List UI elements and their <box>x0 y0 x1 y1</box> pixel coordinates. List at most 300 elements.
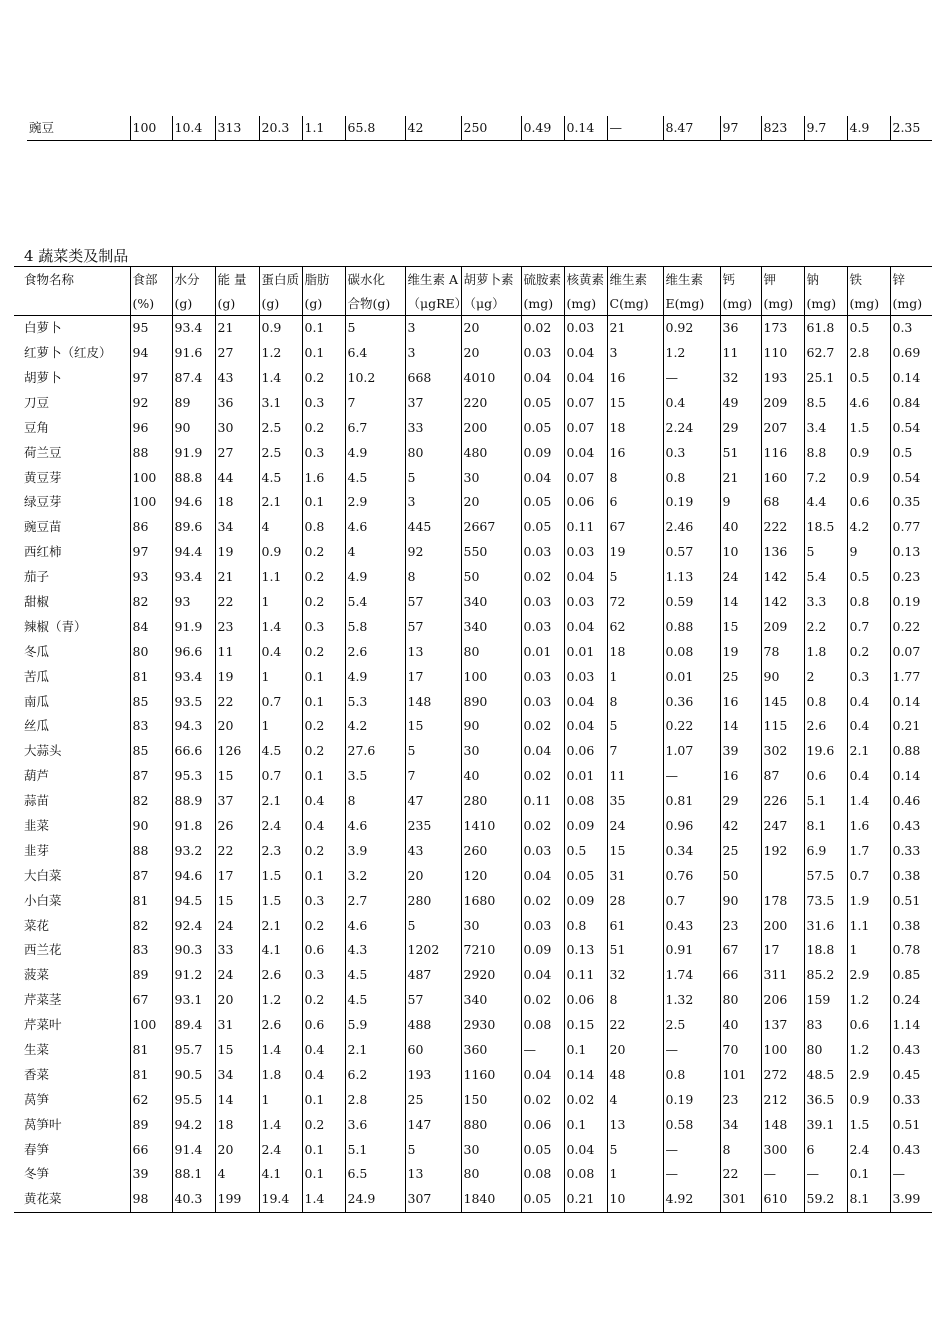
table-cell: 1.4 <box>302 1187 345 1212</box>
table-cell: 1 <box>607 664 663 689</box>
table-cell: 1.1 <box>259 565 302 590</box>
table-cell: 87 <box>761 764 804 789</box>
table-cell: 0.03 <box>521 540 564 565</box>
table-cell: 4 <box>345 540 405 565</box>
food-name-cell: 蒜苗 <box>24 793 50 809</box>
table-cell: 480 <box>461 440 521 465</box>
table-cell: 148 <box>405 689 461 714</box>
table-cell: 0.9 <box>847 440 890 465</box>
table-cell: 94.6 <box>172 490 215 515</box>
table-cell: 66 <box>130 1137 172 1162</box>
table-cell: 89.4 <box>172 1013 215 1038</box>
table-cell: 120 <box>461 864 521 889</box>
table-cell: 40.3 <box>172 1187 215 1212</box>
table-cell: 8 <box>345 789 405 814</box>
table-cell: 0.02 <box>521 888 564 913</box>
table-cell: 1.8 <box>804 640 847 665</box>
column-header: 维生素 A <box>405 267 461 294</box>
table-cell: 42 <box>405 116 461 141</box>
column-header: 水分 <box>172 267 215 294</box>
table-cell: 8 <box>607 988 663 1013</box>
table-cell: 0.8 <box>847 590 890 615</box>
table-cell: 0.03 <box>521 913 564 938</box>
table-row <box>14 814 932 839</box>
table-cell: 4.9 <box>847 116 890 141</box>
table-cell: 1410 <box>461 814 521 839</box>
table-row <box>14 714 932 739</box>
table-cell: 91.2 <box>172 963 215 988</box>
table-cell: 6.5 <box>345 1162 405 1187</box>
table-row <box>14 490 932 515</box>
table-cell: 48 <box>607 1063 663 1088</box>
table-cell: 0.33 <box>890 1088 932 1113</box>
table-cell: 93.1 <box>172 988 215 1013</box>
table-cell: 100 <box>130 1013 172 1038</box>
table-cell: 2.2 <box>804 615 847 640</box>
table-cell: 29 <box>720 789 761 814</box>
table-cell: 40 <box>720 515 761 540</box>
table-cell: 10.4 <box>172 116 215 141</box>
table-cell: 91.8 <box>172 814 215 839</box>
table-cell: 1.4 <box>847 789 890 814</box>
table-cell: 42 <box>720 814 761 839</box>
table-cell: 3.99 <box>890 1187 932 1212</box>
table-row <box>14 1013 932 1038</box>
table-cell: 0.88 <box>890 739 932 764</box>
table-cell: 0.02 <box>521 764 564 789</box>
table-cell: 9.7 <box>804 116 847 141</box>
table-cell: 44 <box>215 465 259 490</box>
column-header: (g) <box>259 293 302 316</box>
table-row <box>14 789 932 814</box>
table-cell: 0.85 <box>890 963 932 988</box>
food-name-cell: 黄豆芽 <box>24 469 62 485</box>
table-cell: 80 <box>804 1038 847 1063</box>
table-cell: 94.6 <box>172 864 215 889</box>
table-cell: 0.91 <box>663 938 720 963</box>
table-row <box>14 963 932 988</box>
table-cell: 0.08 <box>521 1162 564 1187</box>
table-cell: 4.1 <box>259 938 302 963</box>
table-cell: 207 <box>761 416 804 441</box>
table-cell: 0.8 <box>804 689 847 714</box>
table-cell: 0.3 <box>302 440 345 465</box>
table-cell: 0.03 <box>521 615 564 640</box>
table-cell: 0.08 <box>663 640 720 665</box>
food-name-cell: 冬瓜 <box>24 643 50 659</box>
table-cell: 23 <box>720 1088 761 1113</box>
table-cell: 11 <box>215 640 259 665</box>
table-cell: 8.47 <box>663 116 720 141</box>
table-row <box>14 1162 932 1187</box>
table-row <box>14 938 932 963</box>
table-cell: 0.43 <box>890 1137 932 1162</box>
table-cell: 2.5 <box>663 1013 720 1038</box>
table-cell: 0.01 <box>564 640 607 665</box>
column-header: (mg) <box>521 293 564 316</box>
table-cell: 88 <box>130 839 172 864</box>
table-cell: 280 <box>405 888 461 913</box>
table-cell: 90 <box>461 714 521 739</box>
table-cell: 14 <box>720 590 761 615</box>
table-cell: 92 <box>130 391 172 416</box>
table-cell: 13 <box>405 1162 461 1187</box>
table-cell: 3.3 <box>804 590 847 615</box>
table-cell: 50 <box>461 565 521 590</box>
table-cell: 43 <box>215 366 259 391</box>
table-cell: 1.5 <box>259 864 302 889</box>
column-header: (mg) <box>847 293 890 316</box>
table-cell: 6 <box>607 490 663 515</box>
table-cell: 30 <box>215 416 259 441</box>
table-cell: 18 <box>607 640 663 665</box>
column-header: 食物名称 <box>24 271 75 287</box>
table-cell: 193 <box>761 366 804 391</box>
table-cell: 0.09 <box>521 440 564 465</box>
table-cell: 0.2 <box>302 565 345 590</box>
table-cell: 90.5 <box>172 1063 215 1088</box>
table-cell: 87 <box>130 864 172 889</box>
table-cell: 4.6 <box>345 515 405 540</box>
table-cell: 80 <box>461 1162 521 1187</box>
table-cell: 15 <box>215 888 259 913</box>
table-cell: 17 <box>405 664 461 689</box>
table-cell: 0.9 <box>259 540 302 565</box>
table-cell: 0.19 <box>663 490 720 515</box>
table-cell: 0.02 <box>521 565 564 590</box>
table-cell: 27.6 <box>345 739 405 764</box>
food-name-cell: 黄花菜 <box>24 1191 62 1207</box>
table-cell: 18 <box>607 416 663 441</box>
column-header: (g) <box>302 293 345 316</box>
table-cell: 0.24 <box>890 988 932 1013</box>
table-cell: 0.1 <box>302 490 345 515</box>
table-cell: 2.6 <box>259 1013 302 1038</box>
table-cell: 136 <box>761 540 804 565</box>
table-cell: 93.4 <box>172 316 215 341</box>
table-cell: 0.02 <box>564 1088 607 1113</box>
table-cell: 5 <box>405 465 461 490</box>
table-cell: 20 <box>461 316 521 341</box>
table-cell: 16 <box>720 689 761 714</box>
food-name-cell: 大蒜头 <box>24 743 62 759</box>
table-cell: 2.5 <box>259 416 302 441</box>
table-cell: 18.8 <box>804 938 847 963</box>
food-name-cell: 豆角 <box>24 419 50 435</box>
table-cell: 0.4 <box>259 640 302 665</box>
table-cell: 0.22 <box>663 714 720 739</box>
table-cell: 226 <box>761 789 804 814</box>
table-cell: 148 <box>761 1113 804 1138</box>
table-cell: 4.6 <box>345 814 405 839</box>
column-header: (g) <box>215 293 259 316</box>
table-cell: 1.8 <box>259 1063 302 1088</box>
table-cell: 88.8 <box>172 465 215 490</box>
table-row <box>14 341 932 366</box>
table-cell: — <box>663 764 720 789</box>
table-cell: 8 <box>607 465 663 490</box>
table-cell: 0.01 <box>521 640 564 665</box>
table-cell: 300 <box>761 1137 804 1162</box>
table-cell: 92 <box>405 540 461 565</box>
table-cell: 1.1 <box>847 913 890 938</box>
table-cell: 20 <box>215 1137 259 1162</box>
table-cell: 0.5 <box>847 316 890 341</box>
table-row <box>14 515 932 540</box>
table-header-row <box>14 267 932 294</box>
table-cell: — <box>890 1162 932 1187</box>
table-cell: 7 <box>607 739 663 764</box>
table-cell: 5 <box>405 739 461 764</box>
table-cell: 1 <box>259 664 302 689</box>
column-header: (mg) <box>564 293 607 316</box>
table-cell: 66 <box>720 963 761 988</box>
table-row <box>14 689 932 714</box>
table-cell: 20 <box>405 864 461 889</box>
table-cell: 2.6 <box>804 714 847 739</box>
table-cell: 51 <box>607 938 663 963</box>
table-cell: 4.5 <box>345 988 405 1013</box>
table-cell: 0.46 <box>890 789 932 814</box>
table-cell: 95 <box>130 316 172 341</box>
table-cell: 18 <box>215 1113 259 1138</box>
table-cell: 7 <box>345 391 405 416</box>
table-cell: 6 <box>804 1137 847 1162</box>
table-cell: 0.3 <box>302 391 345 416</box>
table-cell: 2 <box>804 664 847 689</box>
food-name-cell: 红萝卜（红皮） <box>24 345 112 361</box>
table-cell: 25.1 <box>804 366 847 391</box>
table-cell: 3.9 <box>345 839 405 864</box>
table-cell: 19 <box>720 640 761 665</box>
table-cell: 1 <box>259 1088 302 1113</box>
table-cell: 192 <box>761 839 804 864</box>
table-cell: 0.2 <box>302 739 345 764</box>
table-header-row <box>14 293 932 316</box>
table-cell: 0.06 <box>521 1113 564 1138</box>
column-header: (mg) <box>761 293 804 316</box>
table-cell: 0.6 <box>804 764 847 789</box>
table-cell: — <box>663 1137 720 1162</box>
column-header: 硫胺素 <box>521 267 564 294</box>
table-cell: 0.21 <box>564 1187 607 1212</box>
table-cell: 0.3 <box>663 440 720 465</box>
table-row <box>14 864 932 889</box>
table-cell: — <box>521 1038 564 1063</box>
table-cell: 0.04 <box>521 739 564 764</box>
table-cell: 25 <box>405 1088 461 1113</box>
table-cell: 25 <box>720 839 761 864</box>
table-cell: 1.4 <box>259 1113 302 1138</box>
table-cell: 24 <box>720 565 761 590</box>
table-cell: 0.04 <box>564 1137 607 1162</box>
table-cell: 67 <box>720 938 761 963</box>
table-cell: 2.1 <box>345 1038 405 1063</box>
table-cell: 70 <box>720 1038 761 1063</box>
column-header: 能 量 <box>215 267 259 294</box>
table-cell: 57 <box>405 988 461 1013</box>
table-cell: 0.6 <box>847 1013 890 1038</box>
table-cell: 209 <box>761 391 804 416</box>
food-name-cell: 韭菜 <box>24 818 50 833</box>
table-cell: 0.9 <box>847 1088 890 1113</box>
table-cell: 93.4 <box>172 565 215 590</box>
table-cell: 0.22 <box>890 615 932 640</box>
column-header: (mg) <box>890 293 932 316</box>
table-cell: 24 <box>215 913 259 938</box>
table-cell: 0.02 <box>521 988 564 1013</box>
table-cell: 2667 <box>461 515 521 540</box>
table-cell: 80 <box>461 640 521 665</box>
table-cell: 2.6 <box>259 963 302 988</box>
table-cell: 4.3 <box>345 938 405 963</box>
table-cell: 0.4 <box>302 1063 345 1088</box>
column-header: 核黄素 <box>564 267 607 294</box>
table-cell: 0.2 <box>302 839 345 864</box>
table-cell: 4 <box>259 515 302 540</box>
table-cell: 82 <box>130 590 172 615</box>
food-name-cell: 菜花 <box>24 917 50 933</box>
table-cell: 0.76 <box>663 864 720 889</box>
table-cell: 0.04 <box>564 615 607 640</box>
table-cell: 6.2 <box>345 1063 405 1088</box>
table-cell: 9 <box>720 490 761 515</box>
table-cell: 19 <box>215 540 259 565</box>
table-cell: 32 <box>720 366 761 391</box>
table-cell: 7210 <box>461 938 521 963</box>
table-cell: 3 <box>405 490 461 515</box>
table-row <box>14 366 932 391</box>
table-cell: 0.3 <box>847 664 890 689</box>
table-cell: 83 <box>130 714 172 739</box>
table-cell: 0.07 <box>564 416 607 441</box>
table-cell: 89 <box>172 391 215 416</box>
table-cell: 0.2 <box>847 640 890 665</box>
table-cell: 4.9 <box>345 664 405 689</box>
table-cell: 101 <box>720 1063 761 1088</box>
column-header: 食部 <box>130 267 172 294</box>
table-cell: 610 <box>761 1187 804 1212</box>
table-cell: 85.2 <box>804 963 847 988</box>
column-header: 铁 <box>847 267 890 294</box>
table-row <box>14 1038 932 1063</box>
table-cell: 1.5 <box>847 416 890 441</box>
table-cell: 16 <box>720 764 761 789</box>
table-cell: 0.03 <box>521 839 564 864</box>
table-cell: 4.5 <box>345 963 405 988</box>
table-cell: 67 <box>130 988 172 1013</box>
table-cell: 0.02 <box>521 714 564 739</box>
table-cell: 0.6 <box>302 1013 345 1038</box>
table-cell: 90 <box>172 416 215 441</box>
table-cell: 1202 <box>405 938 461 963</box>
table-cell: 1.07 <box>663 739 720 764</box>
table-cell: 47 <box>405 789 461 814</box>
table-cell: 68 <box>761 490 804 515</box>
food-name-cell: 西红柿 <box>24 544 62 560</box>
table-cell: 212 <box>761 1088 804 1113</box>
table-cell: 0.11 <box>521 789 564 814</box>
table-cell: 35 <box>607 789 663 814</box>
food-name-cell: 香菜 <box>24 1066 50 1082</box>
table-cell: 88.1 <box>172 1162 215 1187</box>
table-cell: 0.88 <box>663 615 720 640</box>
table-cell: 17 <box>761 938 804 963</box>
table-cell: 0.8 <box>564 913 607 938</box>
table-cell: 100 <box>761 1038 804 1063</box>
table-cell: 2.9 <box>345 490 405 515</box>
table-cell: 21 <box>607 316 663 341</box>
table-cell: 0.04 <box>564 366 607 391</box>
table-cell: 15 <box>215 1038 259 1063</box>
table-cell: 1.4 <box>259 615 302 640</box>
column-header: 脂肪 <box>302 267 345 294</box>
table-cell: 0.03 <box>521 689 564 714</box>
table-cell: 57 <box>405 615 461 640</box>
table-cell: 110 <box>761 341 804 366</box>
table-cell: 65.8 <box>345 116 405 141</box>
table-cell: 1.4 <box>259 1038 302 1063</box>
table-cell: 2.4 <box>847 1137 890 1162</box>
table-cell: 0.54 <box>890 416 932 441</box>
table-cell: 1.5 <box>259 888 302 913</box>
table-cell: 1680 <box>461 888 521 913</box>
table-cell: 61.8 <box>804 316 847 341</box>
table-cell: 34 <box>215 1063 259 1088</box>
table-cell: 2.6 <box>345 640 405 665</box>
table-cell: 0.34 <box>663 839 720 864</box>
table-cell: 115 <box>761 714 804 739</box>
table-cell: 40 <box>720 1013 761 1038</box>
table-cell: 18.5 <box>804 515 847 540</box>
table-cell: 89 <box>130 963 172 988</box>
table-cell: 0.05 <box>521 416 564 441</box>
table-cell: 89 <box>130 1113 172 1138</box>
food-name-cell: 胡萝卜 <box>24 369 62 385</box>
table-cell: 31.6 <box>804 913 847 938</box>
table-cell: 100 <box>130 490 172 515</box>
column-header: 维生素 <box>663 267 720 294</box>
table-cell: 137 <box>761 1013 804 1038</box>
table-cell: 30 <box>461 465 521 490</box>
table-cell: 4.9 <box>345 440 405 465</box>
vegetable-nutrition-table <box>14 266 932 1213</box>
table-cell: 1160 <box>461 1063 521 1088</box>
table-cell: 82 <box>130 789 172 814</box>
table-cell: 0.08 <box>564 1162 607 1187</box>
table-cell: 0.59 <box>663 590 720 615</box>
table-cell: 28 <box>607 888 663 913</box>
table-cell: 0.84 <box>890 391 932 416</box>
column-header: (%) <box>130 293 172 316</box>
table-row <box>14 316 932 341</box>
column-header: 胡萝卜素 <box>461 267 521 294</box>
table-row <box>14 640 932 665</box>
table-cell: 81 <box>130 888 172 913</box>
table-cell: 62 <box>130 1088 172 1113</box>
table-cell: 0.1 <box>302 689 345 714</box>
table-cell: 22 <box>215 590 259 615</box>
table-cell: 13 <box>607 1113 663 1138</box>
table-cell: 0.5 <box>564 839 607 864</box>
table-cell: 0.2 <box>302 416 345 441</box>
table-cell: 67 <box>607 515 663 540</box>
table-cell: 340 <box>461 615 521 640</box>
table-cell: 15 <box>607 391 663 416</box>
table-cell: 0.4 <box>847 689 890 714</box>
table-cell: 0.43 <box>890 1038 932 1063</box>
table-cell: 29 <box>720 416 761 441</box>
